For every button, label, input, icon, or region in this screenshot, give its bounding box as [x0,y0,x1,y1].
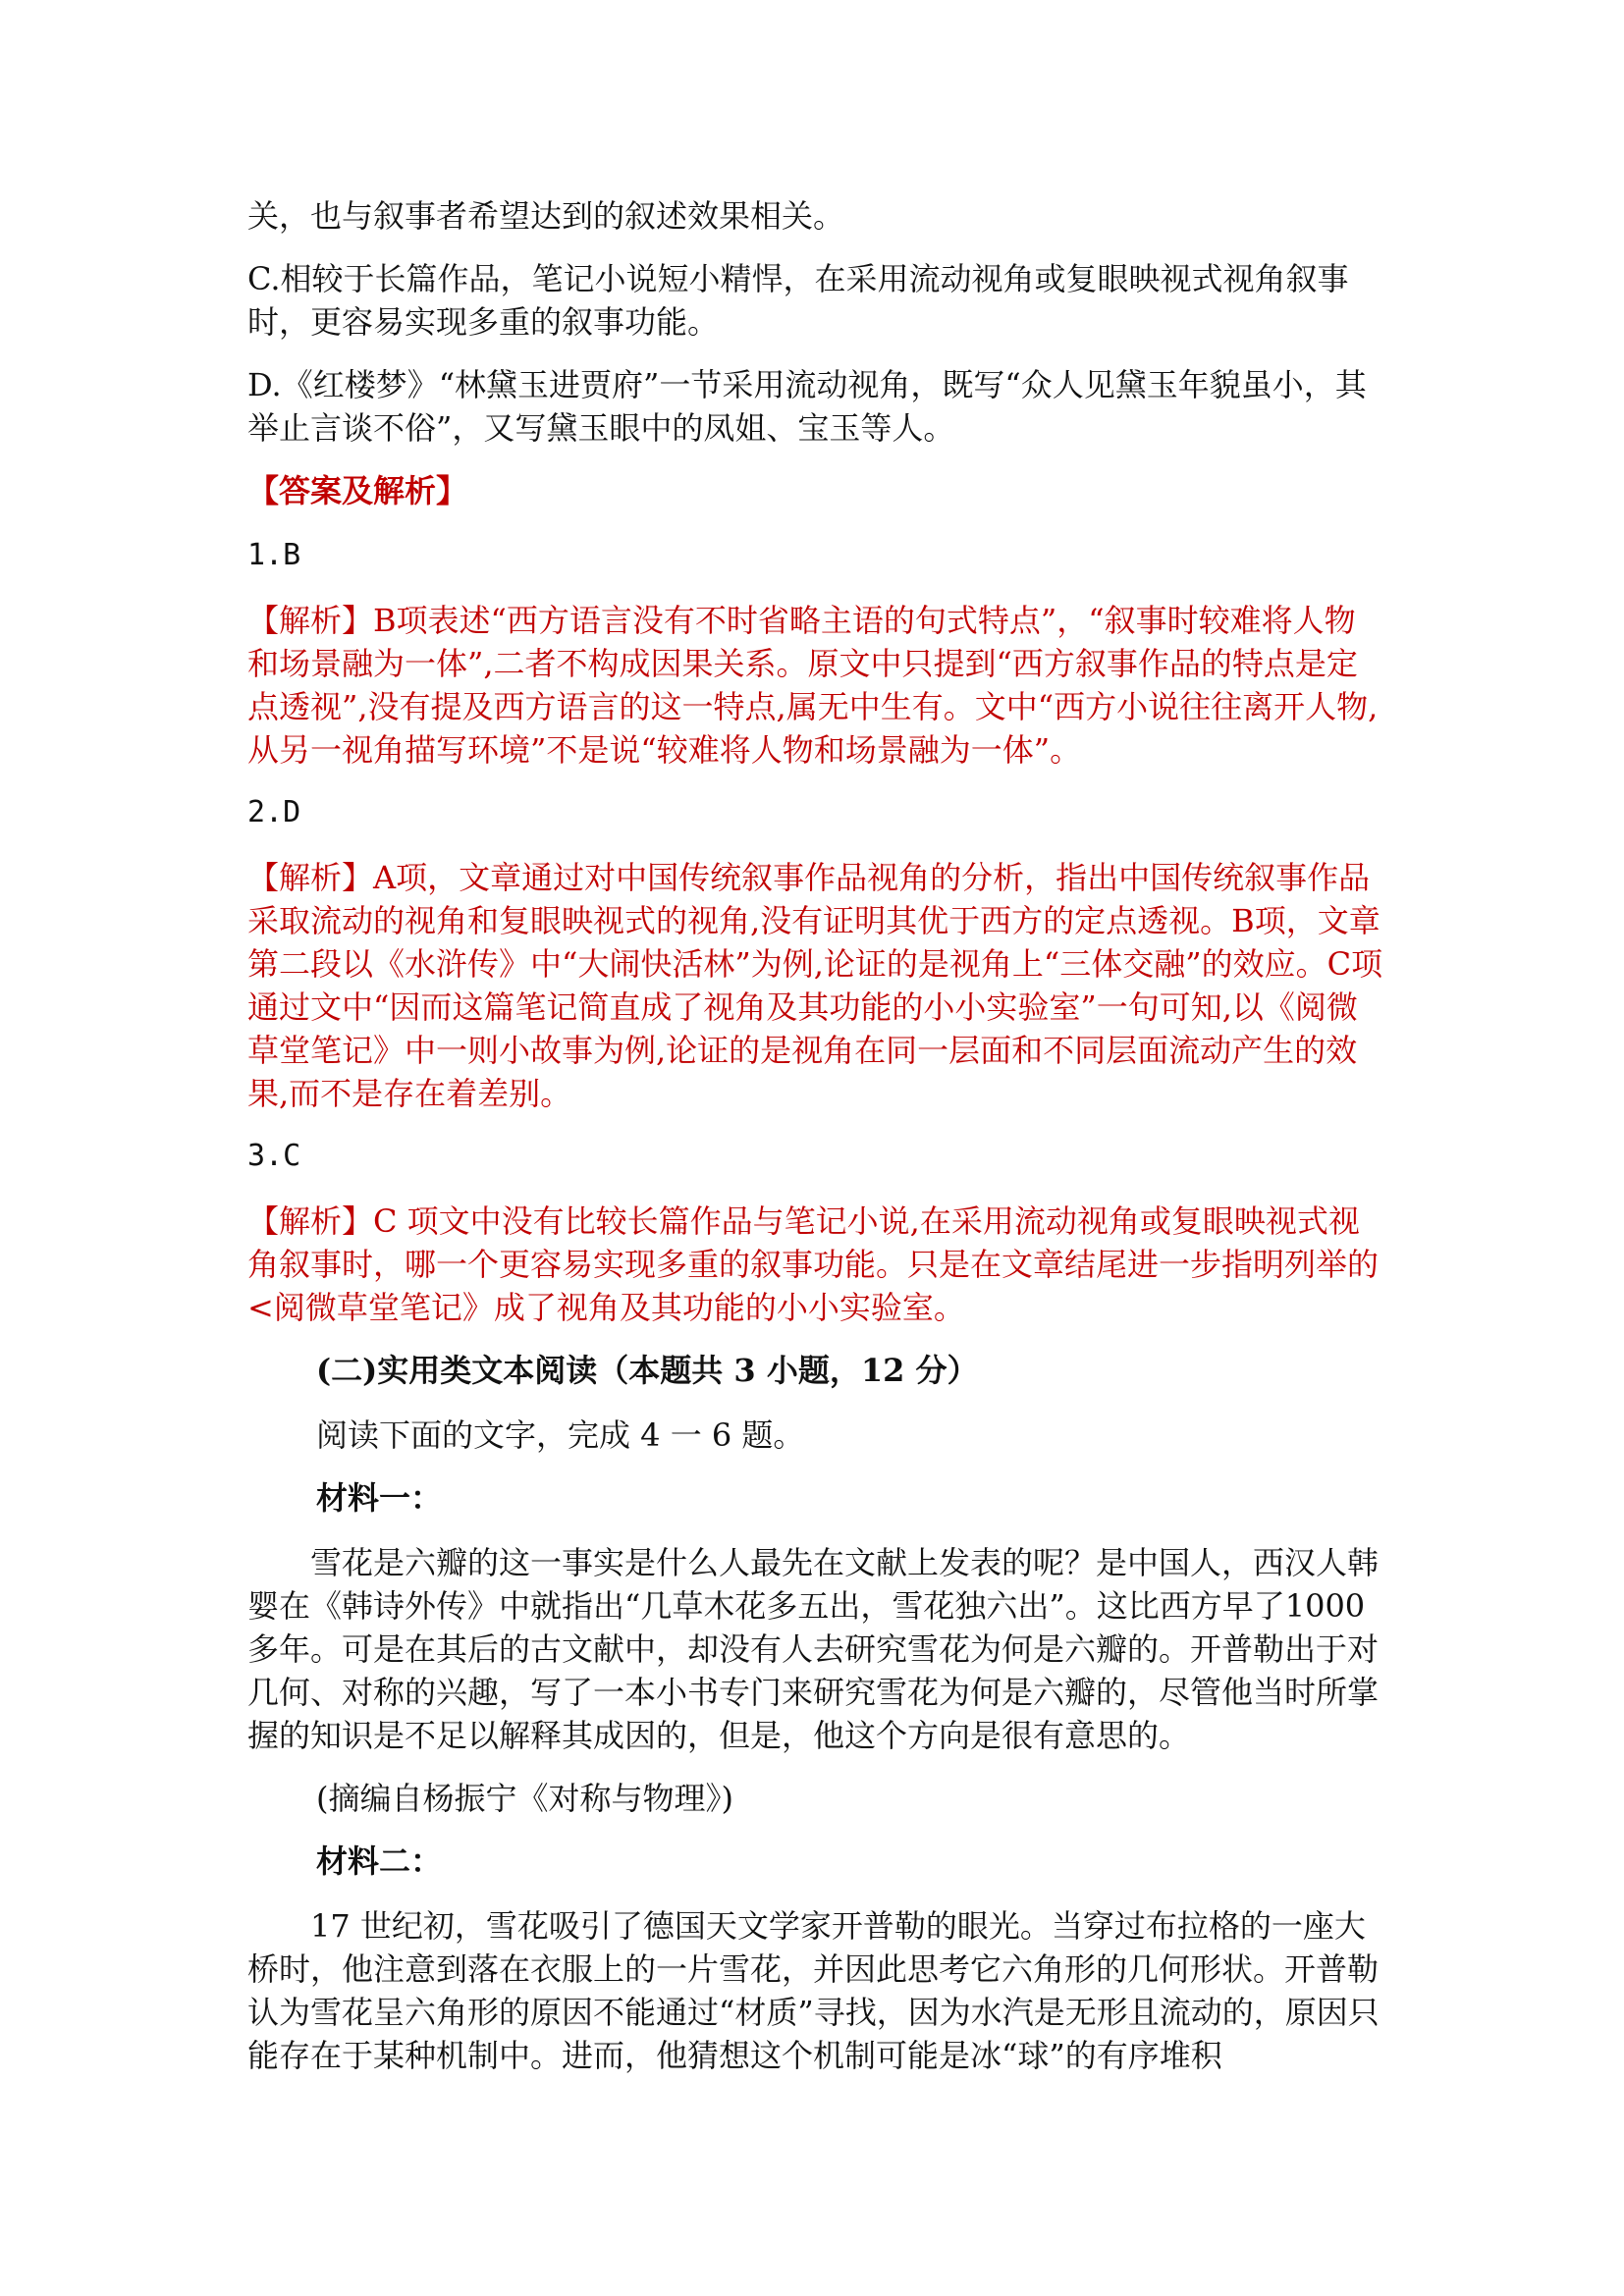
answer-header: 【答案及解析】 [247,472,468,509]
material-2-title: 材料二： [316,1842,443,1880]
material-1-title: 材料一： [316,1479,443,1517]
answer-1-analysis: 【解析】B项表述“西方语言没有不时省略主语的句式特点”，“叙事时较难将人物和场景融为一体”,二者不构成因果关系。原文中只提到“西方叙事作品的特点是定点透视”,没有提及西方语言的这一特点,属无中生有。文中“西方小说往往离开人物,从另一视角描写环境”不是说“较难将人物和场景融为一体”。 [247,602,1379,769]
document-content [247,194,1384,2097]
option-d: D.《红楼梦》“林黛玉进贾府”一节采用流动视角，既写“众人见黛玉年貌虽小，其举止言谈不俗”，又写黛玉眼中的凤姐、宝玉等人。 [247,366,1367,447]
material-2-text: 17 世纪初，雪花吸引了德国天文学家开普勒的眼光。当穿过布拉格的一座大桥时，他注意到落在衣服上的一片雪花，并因此思考它六角形的几何形状。开普勒认为雪花呈六角形的原因不能通过“材质”寻找，因为水汽是无形且流动的，原因只能存在于某种机制中。进而，他猜想这个机制可能是冰“球”的有序堆积 [247,1907,1380,2074]
answer-2-number: 2.D [247,795,301,829]
instruction-text: 阅读下面的文字，完成 4 一 6 题。 [316,1416,805,1454]
material-1-source: (摘编自杨振宁《对称与物理》) [316,1780,733,1817]
material-1-text: 雪花是六瓣的这一事实是什么人最先在文献上发表的呢？是中国人，西汉人韩婴在《韩诗外传》中就指出“几草木花多五出，雪花独六出”。这比西方早了1000 多年。可是在其后的古文献中，却没有人去研究雪花为何是六瓣的。开普勒出于对几何、对称的兴趣，写了一本小书专门来研究雪花为何是六瓣的，尽管他当时所掌握的知识是不足以解释其成因的，但是，他这个方向是很有意思的。 [247,1544,1380,1754]
answer-3-analysis: 【解析】C 项文中没有比较长篇作品与笔记小说,在采用流动视角或复眼映视式视角叙事时，哪一个更容易实现多重的叙事功能。只是在文章结尾进一步指明列举的<阅微草堂笔记》成了视角及其功能的小小实验室。 [247,1202,1380,1326]
paragraph-continuation: 关，也与叙事者希望达到的叙述效果相关。 [247,197,845,235]
answer-3-number: 3.C [247,1139,301,1173]
answer-2-analysis: 【解析】A项，文章通过对中国传统叙事作品视角的分析，指出中国传统叙事作品采取流动的视角和复眼映视式的视角,没有证明其优于西方的定点透视。B项，文章第二段以《水浒传》中“大闹快活林”为例,论证的是视角上“三体交融”的效应。C项通过文中“因而这篇笔记简直成了视角及其功能的小小实验室”一句可知,以《阅微草堂笔记》中一则小故事为例,论证的是视角在同一层面和不同层面流动产生的效果,而不是存在着差别。 [247,859,1383,1112]
answer-1-number: 1.B [247,538,301,572]
option-c: C.相较于长篇作品，笔记小说短小精悍，在采用流动视角或复眼映视式视角叙事时，更容易实现多重的叙事功能。 [247,260,1349,341]
section-title: (二)实用类文本阅读（本题共 3 小题，12 分） [316,1352,979,1389]
